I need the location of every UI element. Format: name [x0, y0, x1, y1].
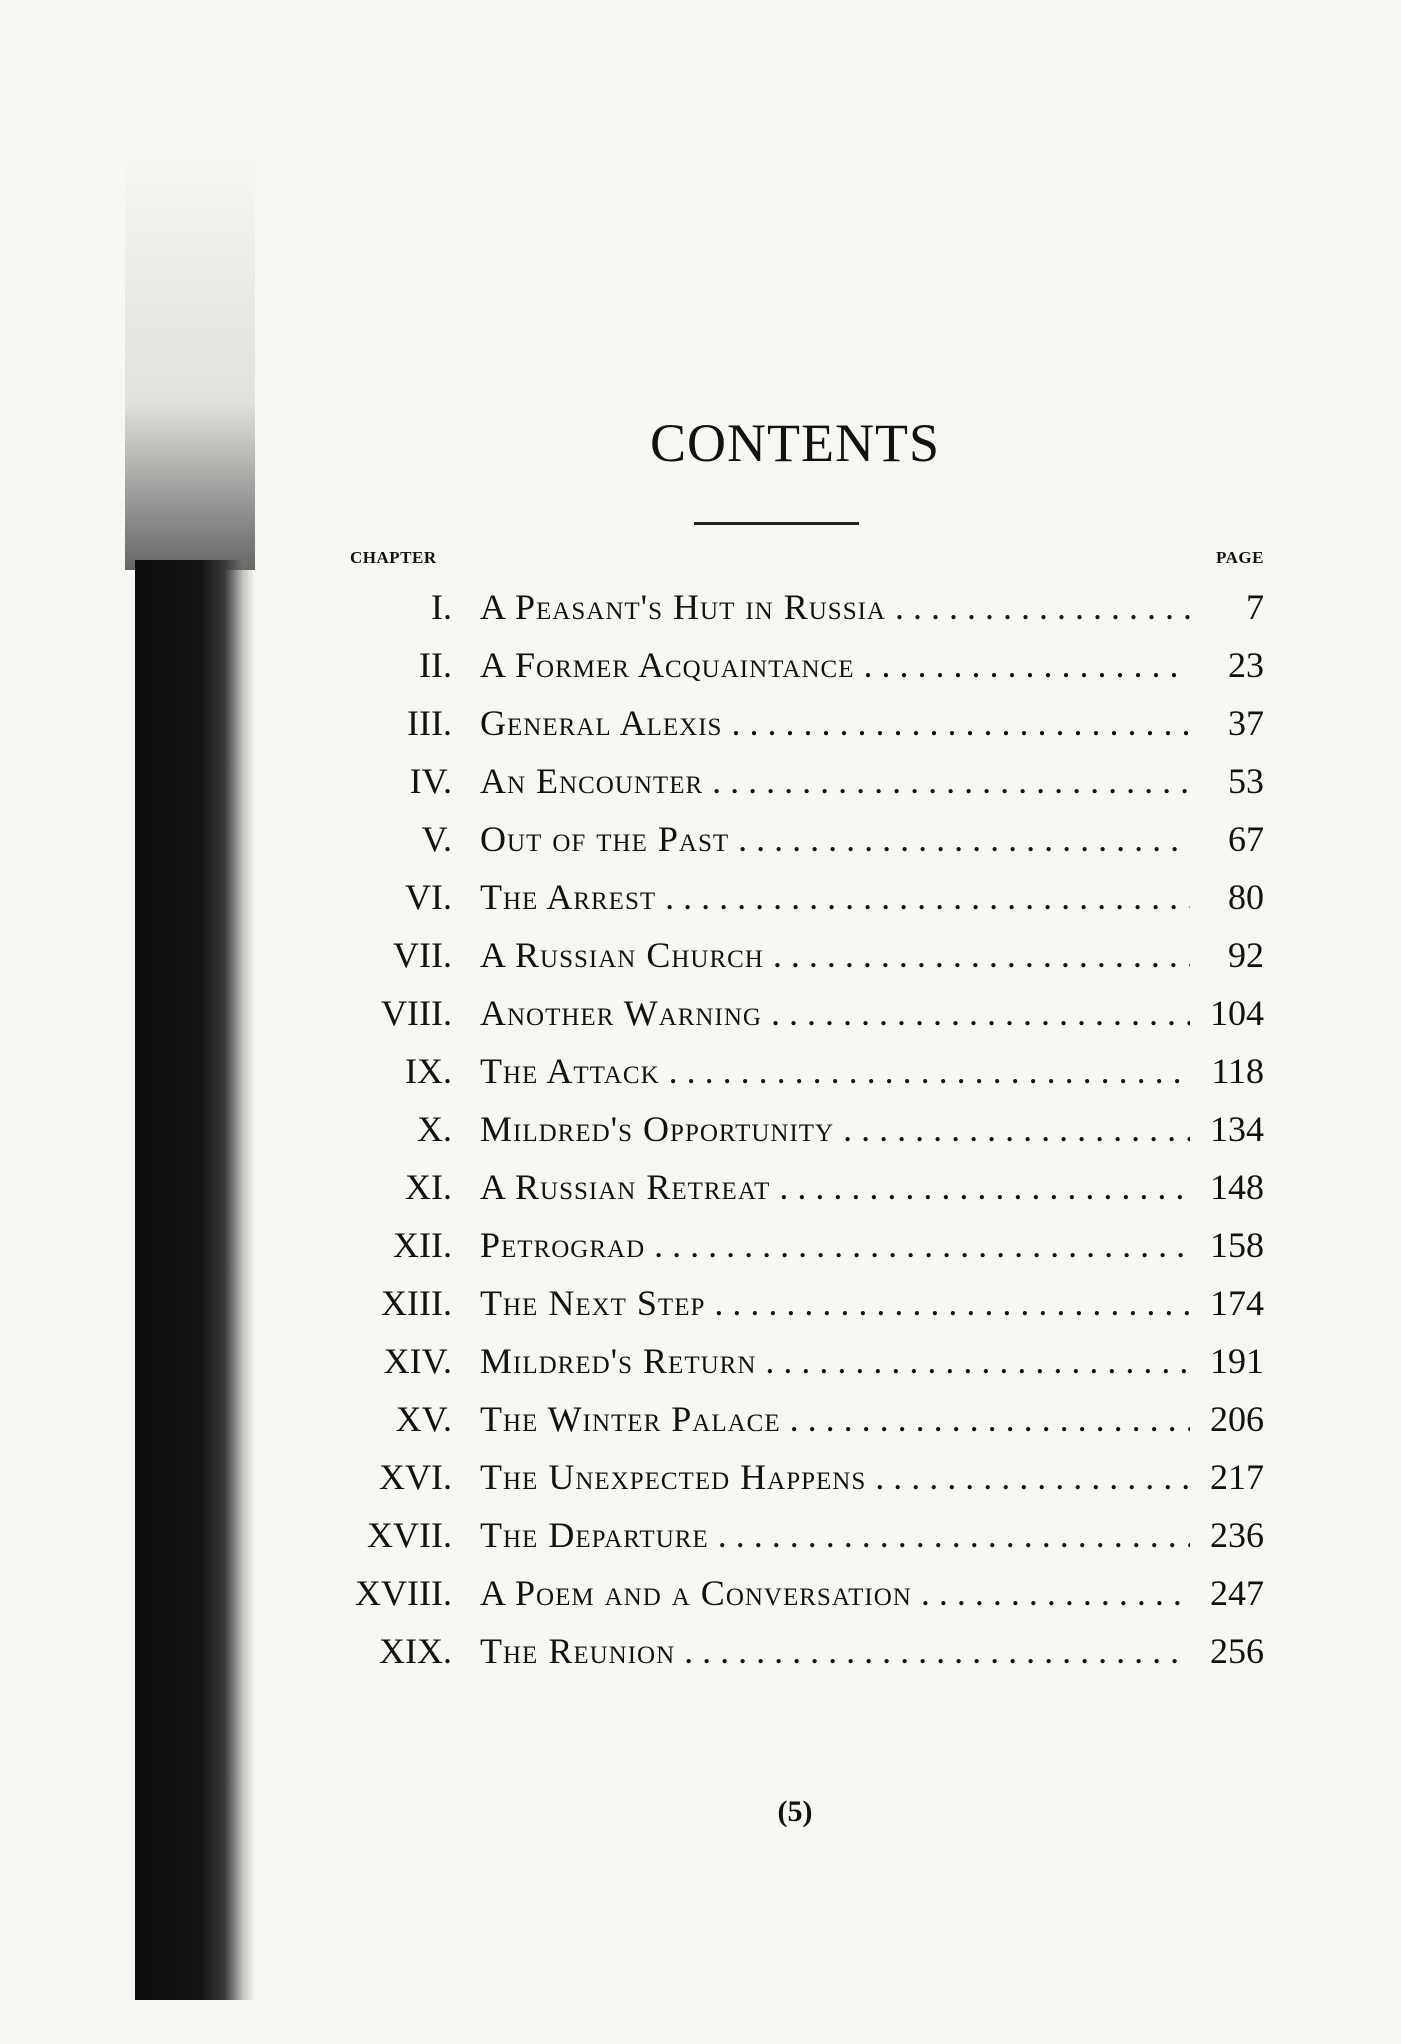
toc-entry[interactable] — [0, 752, 1401, 810]
page-number: 7 — [1246, 587, 1264, 627]
chapter-title: The Attack . . . — [480, 1042, 1190, 1100]
page-number: 158 — [1210, 1225, 1264, 1265]
chapter-title: The Winter Palace . . . — [480, 1390, 1190, 1448]
toc-entry[interactable] — [0, 1564, 1401, 1622]
chapter-title: A Poem and a Conversation . . . — [480, 1564, 1190, 1622]
chapter-number: X. — [417, 1109, 452, 1149]
chapter-title: Another Warning . . . — [480, 984, 1190, 1042]
chapter-title: Mildred's Opportunity . . . — [480, 1100, 1190, 1158]
toc-entry[interactable] — [0, 1158, 1401, 1216]
chapter-title: A Former Acquaintance . . . — [480, 636, 1190, 694]
chapter-column-label: CHAPTER — [350, 548, 437, 567]
page-number: 236 — [1210, 1515, 1264, 1555]
chapter-number: VII. — [393, 935, 452, 975]
chapter-number: VIII. — [381, 993, 452, 1033]
page-number: 53 — [1228, 761, 1264, 801]
page-number: 247 — [1210, 1573, 1264, 1613]
chapter-number: XIX. — [379, 1631, 452, 1671]
folio-page-number: (5) — [777, 1795, 813, 1828]
chapter-number: IX. — [405, 1051, 452, 1091]
toc-entry[interactable] — [0, 1448, 1401, 1506]
page-number: 206 — [1210, 1399, 1264, 1439]
chapter-number: XIV. — [383, 1341, 452, 1381]
chapter-title: The Next Step . . . — [480, 1274, 1190, 1332]
chapter-number: XVI. — [379, 1457, 452, 1497]
toc-entry[interactable] — [0, 868, 1401, 926]
toc-entry[interactable] — [0, 1622, 1401, 1680]
toc-entry[interactable] — [0, 1274, 1401, 1332]
title-rule — [694, 522, 859, 525]
page-number: 92 — [1228, 935, 1264, 975]
page-number: 134 — [1210, 1109, 1264, 1149]
chapter-title: An Encounter . . . — [480, 752, 1190, 810]
chapter-title: Out of the Past . . . — [480, 810, 1190, 868]
page-number: 256 — [1210, 1631, 1264, 1671]
chapter-title: The Reunion . . . — [480, 1622, 1190, 1680]
chapter-number: XII. — [393, 1225, 452, 1265]
chapter-title: A Peasant's Hut in Russia . . . — [480, 578, 1190, 636]
chapter-number: VI. — [405, 877, 452, 917]
chapter-title: Mildred's Return . . . — [480, 1332, 1190, 1390]
chapter-number: XVIII. — [355, 1573, 452, 1613]
chapter-number: XV. — [395, 1399, 452, 1439]
chapter-number: XI. — [405, 1167, 452, 1207]
toc-entry[interactable] — [0, 810, 1401, 868]
chapter-number: II. — [419, 645, 452, 685]
page-column-label: PAGE — [1216, 548, 1264, 567]
page-number: 174 — [1210, 1283, 1264, 1323]
toc-entry[interactable] — [0, 636, 1401, 694]
page-number: 104 — [1210, 993, 1264, 1033]
chapter-number: IV. — [409, 761, 452, 801]
chapter-number: I. — [431, 587, 452, 627]
binding-gutter-speckle — [125, 150, 255, 570]
chapter-number: XIII. — [381, 1283, 452, 1323]
page-number: 217 — [1210, 1457, 1264, 1497]
chapter-number: XVII. — [367, 1515, 452, 1555]
toc-entry[interactable] — [0, 1506, 1401, 1564]
toc-entry[interactable] — [0, 984, 1401, 1042]
chapter-title: The Departure . . . — [480, 1506, 1190, 1564]
toc-entry[interactable] — [0, 1332, 1401, 1390]
toc-entry[interactable] — [0, 578, 1401, 636]
toc-entry[interactable] — [0, 694, 1401, 752]
page-number: 67 — [1228, 819, 1264, 859]
chapter-number: III. — [407, 703, 452, 743]
chapter-number: V. — [421, 819, 452, 859]
chapter-title: A Russian Retreat . . . — [480, 1158, 1190, 1216]
page-number: 80 — [1228, 877, 1264, 917]
toc-entry[interactable] — [0, 1216, 1401, 1274]
toc-entry[interactable] — [0, 1100, 1401, 1158]
chapter-title: General Alexis . . . — [480, 694, 1190, 752]
page-number: 37 — [1228, 703, 1264, 743]
chapter-title: The Arrest . . . — [480, 868, 1190, 926]
chapter-title: Petrograd . . . — [480, 1216, 1190, 1274]
chapter-title: The Unexpected Happens . . . — [480, 1448, 1190, 1506]
page-number: 118 — [1211, 1051, 1264, 1091]
page-number: 23 — [1228, 645, 1264, 685]
page-number: 191 — [1210, 1341, 1264, 1381]
page-number: 148 — [1210, 1167, 1264, 1207]
toc-entry[interactable] — [0, 926, 1401, 984]
toc-entry[interactable] — [0, 1390, 1401, 1448]
page-title: CONTENTS — [650, 413, 940, 473]
chapter-title: A Russian Church . . . — [480, 926, 1190, 984]
toc-entry[interactable] — [0, 1042, 1401, 1100]
